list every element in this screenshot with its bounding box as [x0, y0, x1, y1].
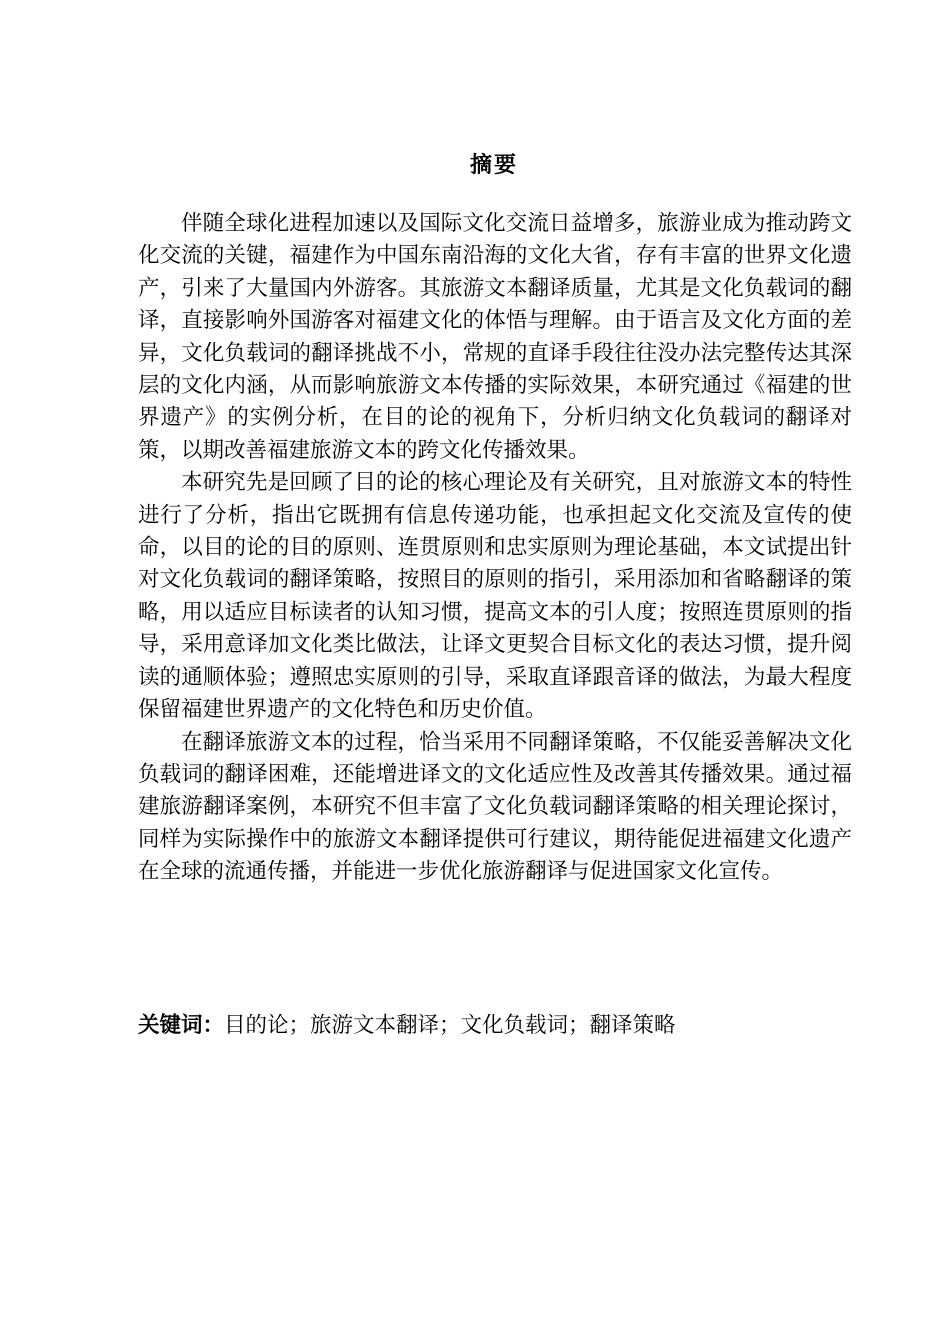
keywords-label: 关键词：: [138, 1013, 225, 1038]
keywords-line: [138, 1010, 852, 1042]
abstract-paragraph-1: 伴随全球化进程加速以及国际文化交流日益增多，旅游业成为推动跨文化交流的关键，福建作为中国东南沿海的文化大省，存有丰富的世界文化遗产，引来了大量国内外游客。其旅游文本翻译质量，尤其是文化负载词的翻译，直接影响外国游客对福建文化的体悟与理解。由于语言及文化方面的差异，文化负载词的翻译挑战不小，常规的直译手段往往没办法完整传达其深层的文化内涵，从而影响旅游文本传播的实际效果，本研究通过《福建的世界遗产》的实例分析，在目的论的视角下，分析归纳文化负载词的翻译对策，以期改善福建旅游文本的跨文化传播效果。: [138, 211, 852, 463]
keywords-value: 目的论；旅游文本翻译；文化负载词；翻译策略: [224, 1013, 676, 1038]
abstract-paragraph-3: 在翻译旅游文本的过程，恰当采用不同翻译策略，不仅能妥善解决文化负载词的翻译困难，还能增进译文的文化适应性及改善其传播效果。通过福建旅游翻译案例，本研究不但丰富了文化负载词翻译策略的相关理论探讨，同样为实际操作中的旅游文本翻译提供可行建议，期待能促进福建文化遗产在全球的流通传播，并能进一步优化旅游翻译与促进国家文化宣传。: [138, 729, 852, 885]
abstract-paragraph-2: 本研究先是回顾了目的论的核心理论及有关研究，且对旅游文本的特性进行了分析，指出它既拥有信息传递功能，也承担起文化交流及宣传的使命，以目的论的目的原则、连贯原则和忠实原则为理论基础，本文试提出针对文化负载词的翻译策略，按照目的原则的指引，采用添加和省略翻译的策略，用以适应目标读者的认知习惯，提高文本的引人度；按照连贯原则的指导，采用意译加文化类比做法，让译文更契合目标文化的表达习惯，提升阅读的通顺体验；遵照忠实原则的引导，采取直译跟音译的做法，为最大程度保留福建世界遗产的文化特色和历史价值。: [138, 470, 852, 723]
abstract-body: [138, 208, 852, 889]
page-title: 摘要: [469, 153, 518, 178]
